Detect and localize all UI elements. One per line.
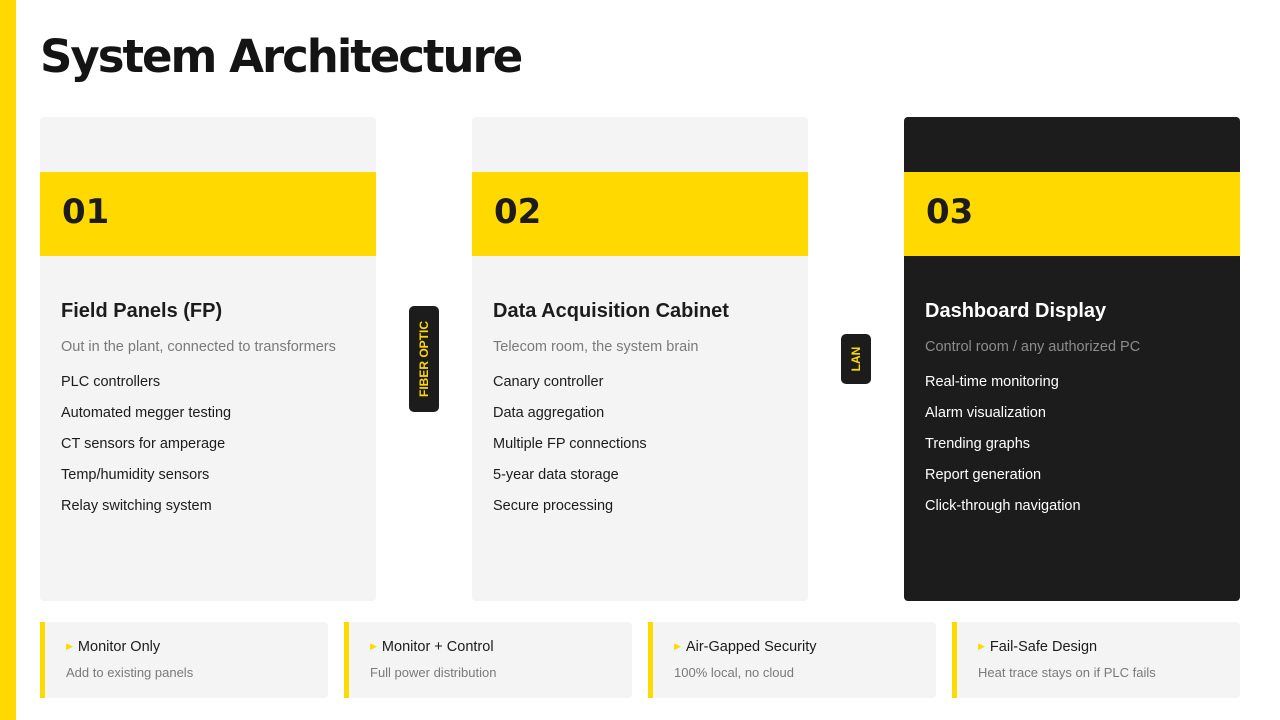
list-item: Data aggregation xyxy=(493,405,605,421)
triangle-bullet-icon: ▶ xyxy=(674,641,681,651)
card-feature-list xyxy=(493,373,647,528)
feature-description: Add to existing panels xyxy=(66,665,194,680)
card-number: 02 xyxy=(494,192,542,232)
connector-lan xyxy=(841,334,871,384)
list-item: CT sensors for amperage xyxy=(61,436,226,452)
list-item: Relay switching system xyxy=(61,498,212,514)
card-subtitle: Control room / any authorized PC xyxy=(925,339,1141,355)
card-number-band xyxy=(472,172,808,256)
feature-monitor-control xyxy=(344,622,632,698)
list-item: Trending graphs xyxy=(925,436,1031,452)
triangle-bullet-icon: ▶ xyxy=(370,641,377,651)
feature-monitor-only xyxy=(40,622,328,698)
card-data-acquisition xyxy=(472,117,808,601)
list-item: Report generation xyxy=(925,467,1042,483)
connector-label: LAN xyxy=(849,346,863,372)
card-number-band xyxy=(904,172,1240,256)
list-item: Click-through navigation xyxy=(925,498,1081,514)
feature-description: 100% local, no cloud xyxy=(674,665,794,680)
feature-description: Heat trace stays on if PLC fails xyxy=(978,665,1156,680)
card-feature-list xyxy=(61,373,231,528)
card-number: 01 xyxy=(62,192,110,232)
feature-title: Air-Gapped Security xyxy=(685,639,817,655)
list-item: Multiple FP connections xyxy=(493,436,647,452)
connector-label: FIBER OPTIC xyxy=(417,320,431,398)
card-feature-list xyxy=(925,373,1081,528)
card-number: 03 xyxy=(926,192,974,232)
list-item: Canary controller xyxy=(493,374,604,390)
list-item: Alarm visualization xyxy=(925,405,1046,421)
card-title: Field Panels (FP) xyxy=(61,300,223,322)
feature-title: Monitor Only xyxy=(77,639,161,655)
page-title: System Architecture xyxy=(40,30,522,83)
card-subtitle: Telecom room, the system brain xyxy=(493,339,699,355)
accent-bar xyxy=(0,0,16,720)
list-item: Automated megger testing xyxy=(61,405,232,421)
triangle-bullet-icon: ▶ xyxy=(978,641,985,651)
feature-title: Fail-Safe Design xyxy=(989,639,1098,655)
feature-description: Full power distribution xyxy=(370,665,497,680)
feature-fail-safe-design xyxy=(952,622,1240,698)
card-subtitle: Out in the plant, connected to transformers xyxy=(61,339,336,355)
card-field-panels xyxy=(40,117,376,601)
list-item: 5-year data storage xyxy=(493,467,619,483)
card-title: Data Acquisition Cabinet xyxy=(493,300,729,322)
card-dashboard-display xyxy=(904,117,1240,601)
list-item: Temp/humidity sensors xyxy=(61,467,210,483)
card-number-band xyxy=(40,172,376,256)
feature-air-gapped-security xyxy=(648,622,936,698)
triangle-bullet-icon: ▶ xyxy=(66,641,73,651)
list-item: Real-time monitoring xyxy=(925,374,1059,390)
feature-title: Monitor + Control xyxy=(381,639,494,655)
card-title: Dashboard Display xyxy=(925,300,1107,322)
connector-fiber-optic xyxy=(409,306,439,412)
list-item: Secure processing xyxy=(493,498,614,514)
list-item: PLC controllers xyxy=(61,374,161,390)
